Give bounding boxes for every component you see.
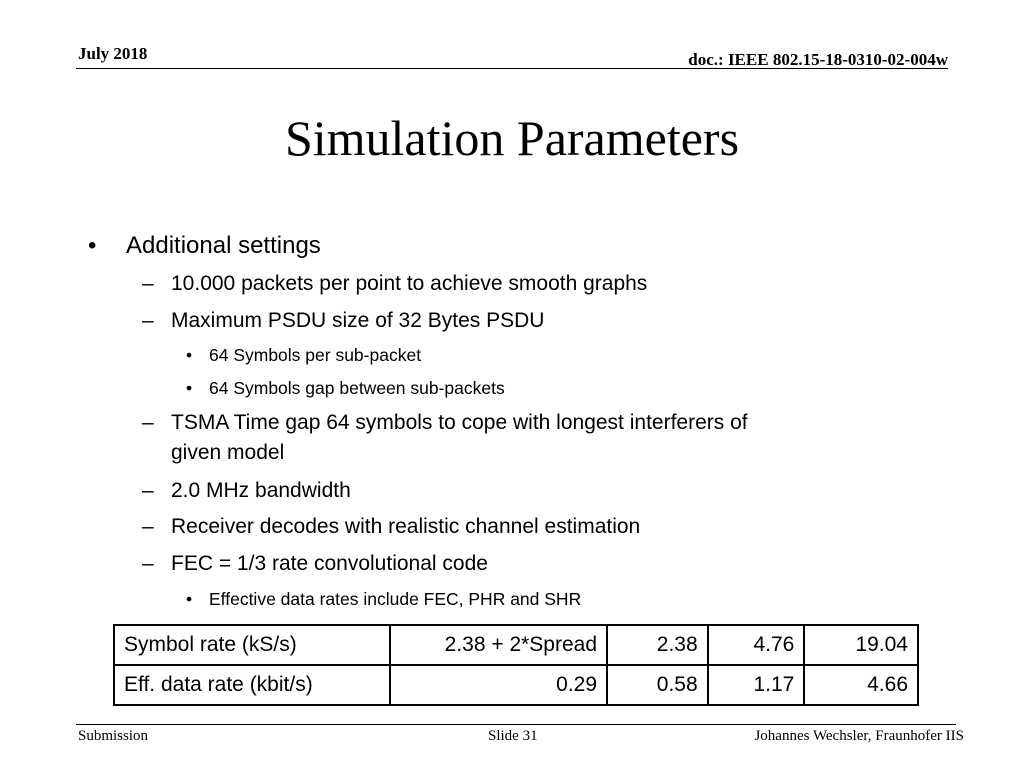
footer-author: Johannes Wechsler, Fraunhofer IIS xyxy=(754,728,964,744)
dash-marker: – xyxy=(142,309,154,332)
bullet-receiver: Receiver decodes with realistic channel estimation xyxy=(171,515,641,538)
slide-title: Simulation Parameters xyxy=(284,110,740,166)
dot-marker: • xyxy=(186,345,193,365)
footer-submission: Submission xyxy=(78,728,149,744)
dash-marker: – xyxy=(142,411,154,434)
header-doc-id: doc.: IEEE 802.15-18-0310-02-004w xyxy=(688,50,948,69)
footer-divider xyxy=(76,724,956,725)
table-cell: 0.58 xyxy=(607,665,708,705)
bullet-additional-settings: Additional settings xyxy=(126,232,321,259)
table-cell: 0.29 xyxy=(390,665,607,705)
table-row-label: Eff. data rate (kbit/s) xyxy=(114,665,390,705)
table-cell: 2.38 xyxy=(607,625,708,665)
table-cell: 2.38 + 2*Spread xyxy=(390,625,607,665)
bullet-symbols-per-subpacket: 64 Symbols per sub-packet xyxy=(209,345,422,365)
table-row xyxy=(114,625,918,665)
table-cell: 4.66 xyxy=(804,665,918,705)
dot-marker: • xyxy=(186,589,193,609)
table-row-label: Symbol rate (kS/s) xyxy=(114,625,390,665)
dash-marker: – xyxy=(142,515,154,538)
dash-marker: – xyxy=(142,272,154,295)
bullet-effective-rates: Effective data rates include FEC, PHR and SHR xyxy=(209,589,582,609)
parameters-table xyxy=(113,624,919,706)
header-divider xyxy=(76,68,948,69)
bullet-fec: FEC = 1/3 rate convolutional code xyxy=(171,552,488,575)
table-cell: 1.17 xyxy=(708,665,805,705)
bullet-tsma-line2: given model xyxy=(171,441,285,464)
header-date: July 2018 xyxy=(78,44,148,63)
dash-marker: – xyxy=(142,479,154,502)
bullet-symbols-gap: 64 Symbols gap between sub-packets xyxy=(209,378,505,398)
table-row xyxy=(114,665,918,705)
bullet-psdu: Maximum PSDU size of 32 Bytes PSDU xyxy=(171,309,545,332)
footer-slide-number: Slide 31 xyxy=(488,728,538,744)
dash-marker: – xyxy=(142,552,154,575)
bullet-marker: • xyxy=(88,232,97,259)
bullet-tsma-line1: TSMA Time gap 64 symbols to cope with longest interferers of xyxy=(171,411,748,434)
dot-marker: • xyxy=(186,378,193,398)
bullet-bandwidth: 2.0 MHz bandwidth xyxy=(171,479,351,502)
table-cell: 4.76 xyxy=(708,625,805,665)
table-cell: 19.04 xyxy=(804,625,918,665)
bullet-packets: 10.000 packets per point to achieve smooth graphs xyxy=(171,272,648,295)
